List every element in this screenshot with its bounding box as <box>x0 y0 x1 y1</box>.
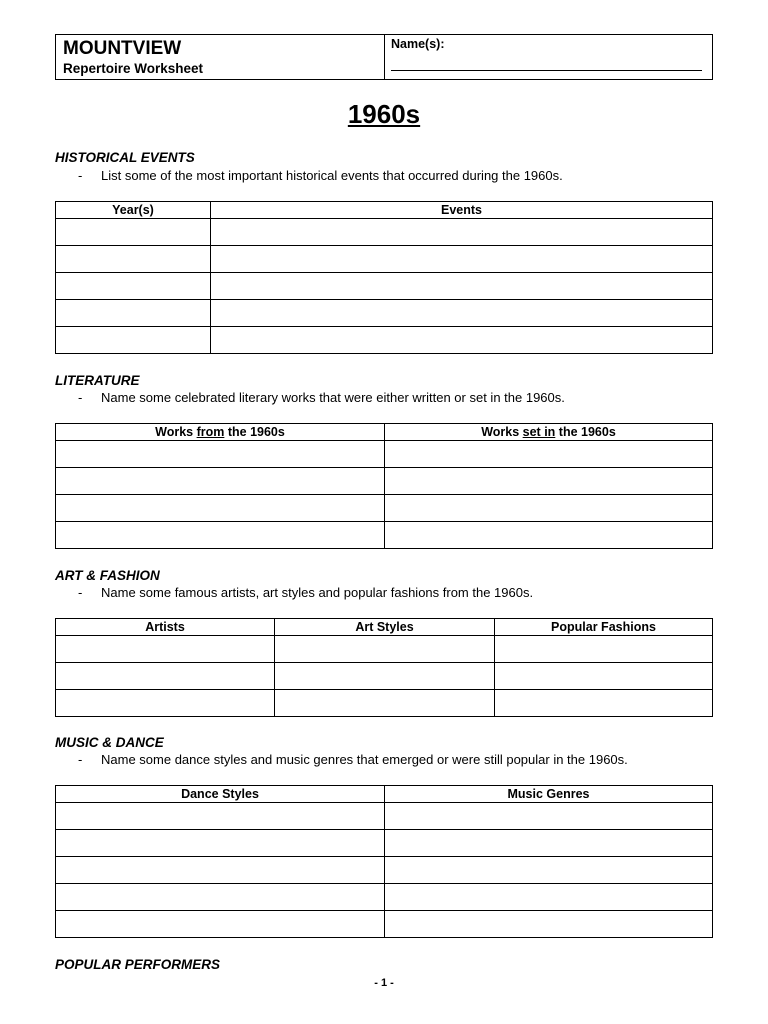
instruction-literature <box>78 390 565 406</box>
table-cell[interactable] <box>275 690 495 717</box>
header-underlined-text: set in <box>522 424 556 439</box>
table-cell[interactable] <box>211 300 713 327</box>
table-cell[interactable] <box>385 911 713 938</box>
table-row <box>56 911 713 938</box>
page-number: - 1 - <box>374 977 394 989</box>
header-underlined-text: from <box>196 424 225 439</box>
table-cell[interactable] <box>495 636 713 663</box>
instruction-text: List some of the most important historical events that occurred during the 1960s. <box>101 168 563 183</box>
table-cell[interactable] <box>275 663 495 690</box>
instruction-art <box>78 585 533 601</box>
table-music <box>55 785 713 938</box>
header-text: Works <box>481 424 523 439</box>
table-cell[interactable] <box>211 273 713 300</box>
table-row <box>56 246 713 273</box>
table-cell[interactable] <box>385 857 713 884</box>
page-title: 1960s <box>347 99 421 129</box>
column-header-years: Year(s) <box>56 202 211 219</box>
table-cell[interactable] <box>56 468 385 495</box>
instruction-text: Name some celebrated literary works that were either written or set in the 1960s. <box>101 390 565 405</box>
table-header-row <box>56 786 713 803</box>
table-cell[interactable] <box>56 663 275 690</box>
names-cell[interactable] <box>385 35 712 79</box>
table-cell[interactable] <box>385 803 713 830</box>
bullet-dash: - <box>78 752 83 767</box>
table-cell[interactable] <box>56 636 275 663</box>
bullet-dash: - <box>78 390 83 405</box>
table-cell[interactable] <box>56 300 211 327</box>
table-cell[interactable] <box>56 273 211 300</box>
table-row <box>56 327 713 354</box>
table-header-row <box>56 424 713 441</box>
table-cell[interactable] <box>56 830 385 857</box>
instruction-text: Name some famous artists, art styles and popular fashions from the 1960s. <box>101 585 534 600</box>
table-cell[interactable] <box>56 911 385 938</box>
column-header-dance-styles: Dance Styles <box>56 786 385 803</box>
table-cell[interactable] <box>495 690 713 717</box>
names-label: Name(s): <box>391 37 445 51</box>
table-cell[interactable] <box>56 884 385 911</box>
column-header-works-from <box>56 424 385 441</box>
header-box <box>55 34 713 80</box>
table-cell[interactable] <box>56 690 275 717</box>
table-cell[interactable] <box>385 830 713 857</box>
table-row <box>56 522 713 549</box>
header-text: the 1960s <box>555 424 616 439</box>
section-heading-performers: POPULAR PERFORMERS <box>55 957 221 972</box>
table-cell[interactable] <box>56 219 211 246</box>
table-row <box>56 468 713 495</box>
table-literature <box>55 423 713 549</box>
table-cell[interactable] <box>385 441 713 468</box>
bullet-dash: - <box>78 168 83 183</box>
table-row <box>56 273 713 300</box>
names-blank-line[interactable] <box>391 70 702 71</box>
school-name: MOUNTVIEW <box>63 38 182 59</box>
table-cell[interactable] <box>56 857 385 884</box>
table-row <box>56 441 713 468</box>
table-historical <box>55 201 713 354</box>
column-header-events: Events <box>211 202 713 219</box>
table-cell[interactable] <box>385 522 713 549</box>
table-cell[interactable] <box>385 468 713 495</box>
table-row <box>56 663 713 690</box>
table-cell[interactable] <box>385 884 713 911</box>
table-row <box>56 830 713 857</box>
table-cell[interactable] <box>56 803 385 830</box>
table-cell[interactable] <box>56 495 385 522</box>
table-header-row <box>56 619 713 636</box>
header-left <box>56 35 385 79</box>
table-row <box>56 690 713 717</box>
header-text: the 1960s <box>224 424 285 439</box>
worksheet-subtitle: Repertoire Worksheet <box>63 61 204 76</box>
table-cell[interactable] <box>211 327 713 354</box>
column-header-art-styles: Art Styles <box>275 619 495 636</box>
table-cell[interactable] <box>275 636 495 663</box>
table-cell[interactable] <box>56 522 385 549</box>
column-header-artists: Artists <box>56 619 275 636</box>
column-header-works-set-in <box>385 424 713 441</box>
table-row <box>56 857 713 884</box>
table-art <box>55 618 713 717</box>
instruction-music <box>78 752 628 768</box>
table-row <box>56 300 713 327</box>
table-row <box>56 803 713 830</box>
table-row <box>56 495 713 522</box>
header-text: Works <box>155 424 197 439</box>
table-cell[interactable] <box>211 219 713 246</box>
instruction-text: Name some dance styles and music genres that emerged or were still popular in the 1960s. <box>101 752 628 767</box>
table-row <box>56 636 713 663</box>
bullet-dash: - <box>78 585 83 600</box>
table-cell[interactable] <box>495 663 713 690</box>
table-cell[interactable] <box>56 246 211 273</box>
column-header-music-genres: Music Genres <box>385 786 713 803</box>
table-cell[interactable] <box>56 327 211 354</box>
table-row <box>56 219 713 246</box>
section-heading-literature: LITERATURE <box>55 373 140 388</box>
instruction-historical <box>78 168 563 184</box>
table-cell[interactable] <box>385 495 713 522</box>
column-header-popular-fashions: Popular Fashions <box>495 619 713 636</box>
section-heading-music: MUSIC & DANCE <box>55 735 164 750</box>
section-heading-art: ART & FASHION <box>55 568 160 583</box>
table-header-row <box>56 202 713 219</box>
table-cell[interactable] <box>56 441 385 468</box>
table-row <box>56 884 713 911</box>
table-cell[interactable] <box>211 246 713 273</box>
section-heading-historical: HISTORICAL EVENTS <box>55 150 195 165</box>
